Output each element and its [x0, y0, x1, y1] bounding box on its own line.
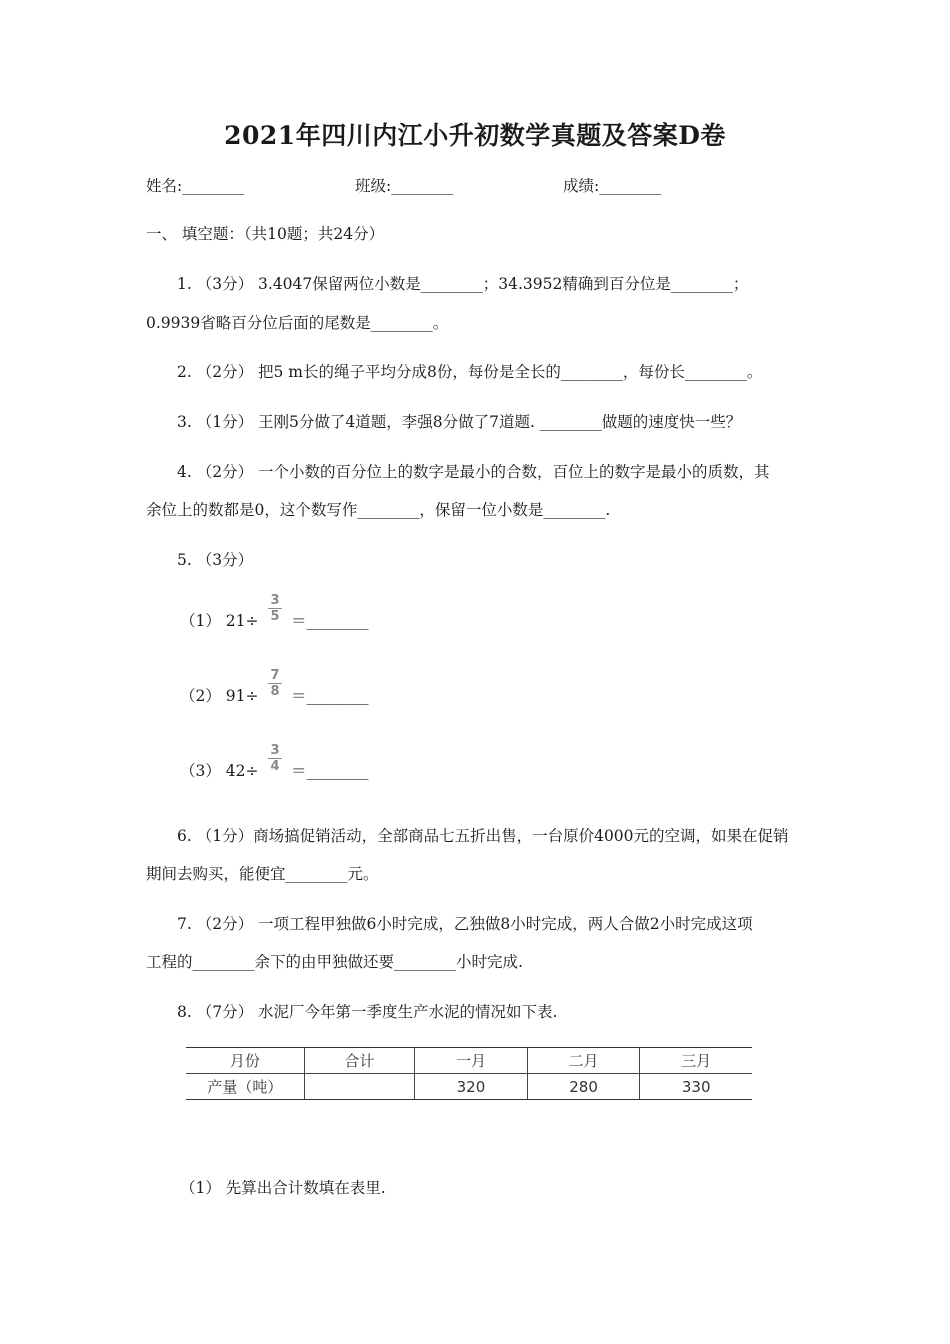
q5-item-3-prefix: （3） 42÷	[180, 762, 259, 780]
table-header-cell: 三月	[640, 1048, 752, 1074]
question-7-line-1: 7. （2分） 一项工程甲独做6小时完成，乙独做8小时完成，两人合做2小时完成这项	[177, 915, 753, 933]
question-1-line-2: 0.9939省略百分位后面的尾数是________。	[146, 314, 449, 332]
question-2: 2. （2分） 把5 m长的绳子平均分成8份，每份是全长的________，每份长________。	[177, 363, 763, 381]
table-header-cell: 二月	[527, 1048, 640, 1074]
q5-item-1-answer[interactable]: ＝________	[291, 612, 369, 630]
table-cell: 320	[415, 1074, 528, 1100]
question-5-heading: 5. （3分）	[177, 551, 254, 569]
q5-item-2-prefix: （2） 91÷	[180, 687, 259, 705]
fraction-3-5	[268, 594, 282, 623]
fraction-numerator: 7	[270, 668, 280, 683]
page-title: 2021年四川内江小升初数学真题及答案D卷	[224, 121, 726, 150]
question-4-line-1: 4. （2分） 一个小数的百分位上的数字是最小的合数，百位上的数字是最小的质数，其	[177, 463, 770, 481]
class-field[interactable]: 班级:________	[355, 177, 454, 195]
fraction-numerator: 3	[270, 743, 280, 758]
section-heading: 一、 填空题：（共10题；共24分）	[146, 225, 385, 243]
name-field[interactable]: 姓名:________	[146, 177, 245, 195]
question-6-line-1: 6. （1分）商场搞促销活动，全部商品七五折出售，一台原价4000元的空调，如果在促销	[177, 827, 789, 845]
question-8-heading: 8. （7分） 水泥厂今年第一季度生产水泥的情况如下表.	[177, 1003, 558, 1021]
table-cell: 产量（吨）	[186, 1074, 304, 1100]
q5-item-3-answer[interactable]: ＝________	[291, 762, 369, 780]
q5-item-2-answer[interactable]: ＝________	[291, 687, 369, 705]
table-header-row	[186, 1048, 752, 1074]
production-table	[186, 1047, 752, 1100]
table-cell: 280	[527, 1074, 640, 1100]
table-cell: 330	[640, 1074, 752, 1100]
fraction-denominator: 8	[270, 684, 280, 699]
fraction-3-4	[268, 744, 282, 773]
table-cell-total[interactable]	[304, 1074, 415, 1100]
score-field[interactable]: 成绩:________	[563, 177, 662, 195]
table-header-cell: 合计	[304, 1048, 415, 1074]
table-header-cell: 月份	[186, 1048, 304, 1074]
table-row	[186, 1074, 752, 1100]
fraction-7-8	[268, 669, 282, 698]
question-8-sub-1: （1） 先算出合计数填在表里.	[180, 1179, 386, 1197]
question-6-line-2: 期间去购买，能便宜________元。	[146, 865, 379, 883]
fraction-denominator: 4	[270, 759, 280, 774]
q5-item-1-prefix: （1） 21÷	[180, 612, 259, 630]
fraction-numerator: 3	[270, 593, 280, 608]
question-7-line-2: 工程的________余下的由甲独做还要________小时完成.	[146, 953, 523, 971]
fraction-denominator: 5	[270, 609, 280, 624]
question-4-line-2: 余位上的数都是0，这个数写作________，保留一位小数是________.	[146, 501, 611, 519]
question-1-line-1: 1. （3分） 3.4047保留两位小数是________；34.3952精确到百分位是________；	[177, 275, 749, 293]
question-3: 3. （1分） 王刚5分做了4道题，李强8分做了7道题. ________做题的速度快一些？	[177, 413, 742, 431]
table-header-cell: 一月	[415, 1048, 528, 1074]
